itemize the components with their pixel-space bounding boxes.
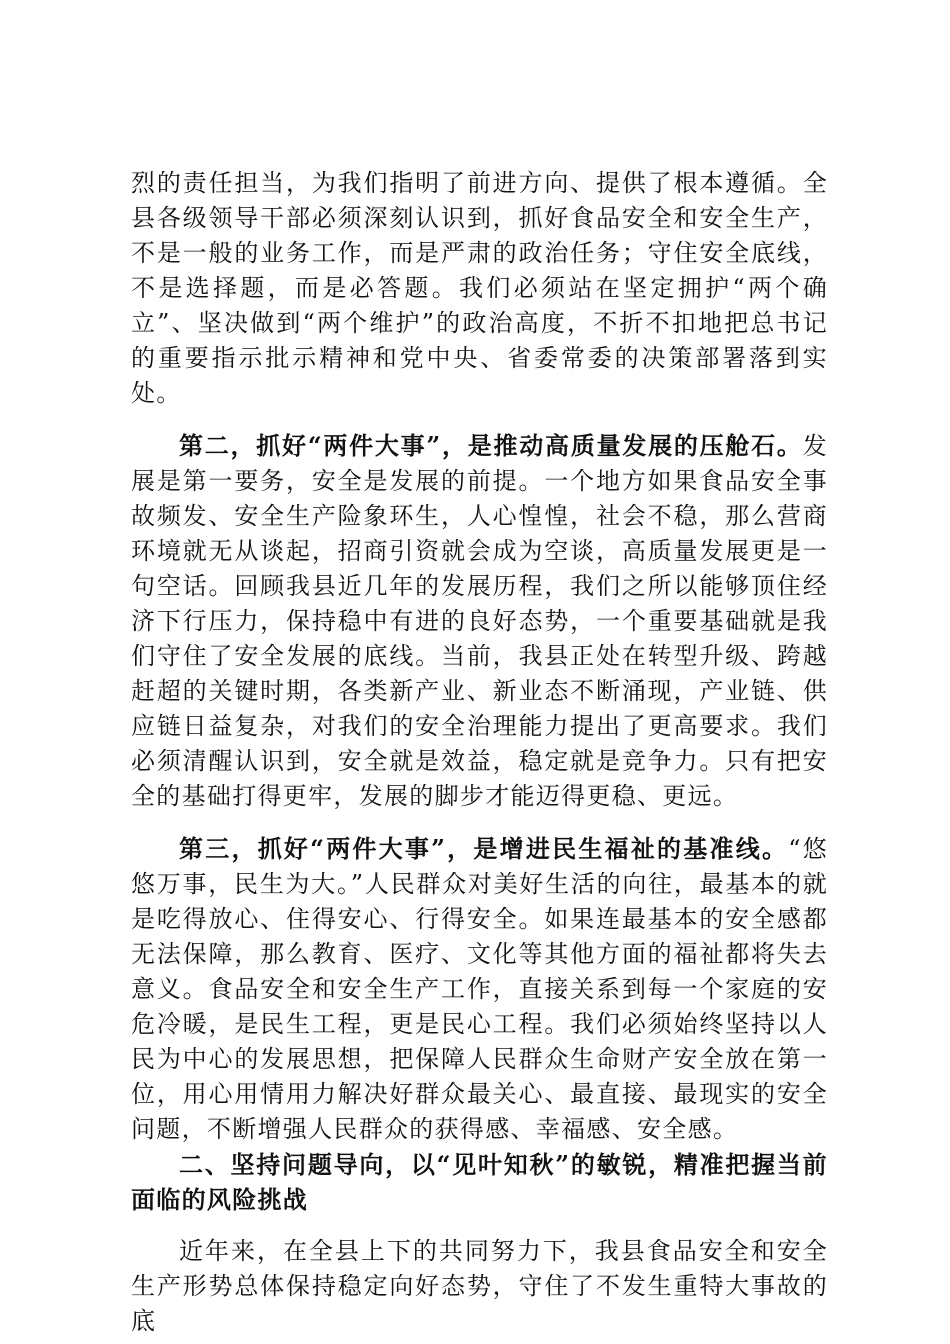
paragraph-text: 发展是第一要务，安全是发展的前提。一个地方如果食品安全事故频发、安全生产险象环生，人心惶惶，社会不稳，那么营商环境就无从谈起，招商引资就会成为空谈，高质量发展更是一句空话。回顾我县近几年的发展历程，我们之所以能够顶住经济下行压力，保持稳中有进的良好态势，一个重要基础就是我们守住了安全发展的底线。当前，我县正处在转型升级、跨越赶超的关键时期，各类新产业、新业态不断涌现，产业链、供应链日益复杂，对我们的安全治理能力提出了更高要求。我们必须清醒认识到，安全就是效益，稳定就是竞争力。只有把安全的基础打得更牢，发展的脚步才能迈得更稳、更远。 — [131, 432, 828, 810]
paragraph-section-intro — [131, 1234, 828, 1339]
document-body — [131, 166, 828, 1339]
paragraph-text: 近年来，在全县上下的共同努力下，我县食品安全和安全生产形势总体保持稳定向好态势，守住了不发生重特大事故的底 — [131, 1237, 828, 1335]
paragraph-text: 烈的责任担当，为我们指明了前进方向、提供了根本遵循。全县各级领导干部必须深刻认识到，抓好食品安全和安全生产，不是一般的业务工作，而是严肃的政治任务；守住安全底线，不是选择题，而是必答题。我们必须站在坚定拥护“两个确立”、坚决做到“两个维护”的政治高度，不折不扣地把总书记的重要指示批示精神和党中央、省委常委的决策部署落到实处。 — [131, 169, 828, 407]
paragraph-second-point — [131, 428, 828, 814]
paragraph-lead-bold: 第二，抓好“两件大事”，是推动高质量发展的压舱石。 — [179, 431, 803, 460]
paragraph-text: “悠悠万事，民生为大。”人民群众对美好生活的向往，最基本的就是吃得放心、住得安心、行得安全。如果连最基本的安全感都无法保障，那么教育、医疗、文化等其他方面的福祉都将失去意义。食品安全和安全生产工作，直接关系到每一个家庭的安危冷暖，是民生工程，更是民心工程。我们必须始终坚持以人民为中心的发展思想，把保障人民群众生命财产安全放在第一位，用心用情用力解决好群众最关心、最直接、最现实的安全问题，不断增强人民群众的获得感、幸福感、安全感。 — [131, 835, 828, 1143]
section-heading — [131, 1147, 828, 1217]
paragraph-lead-bold: 第三，抓好“两件大事”，是增进民生福祉的基准线。 — [179, 834, 789, 863]
section-heading-text: 二、坚持问题导向，以“见叶知秋”的敏锐，精准把握当前面临的风险挑战 — [131, 1150, 828, 1214]
paragraph-third-point — [131, 831, 828, 1147]
paragraph-continuation — [131, 166, 828, 411]
